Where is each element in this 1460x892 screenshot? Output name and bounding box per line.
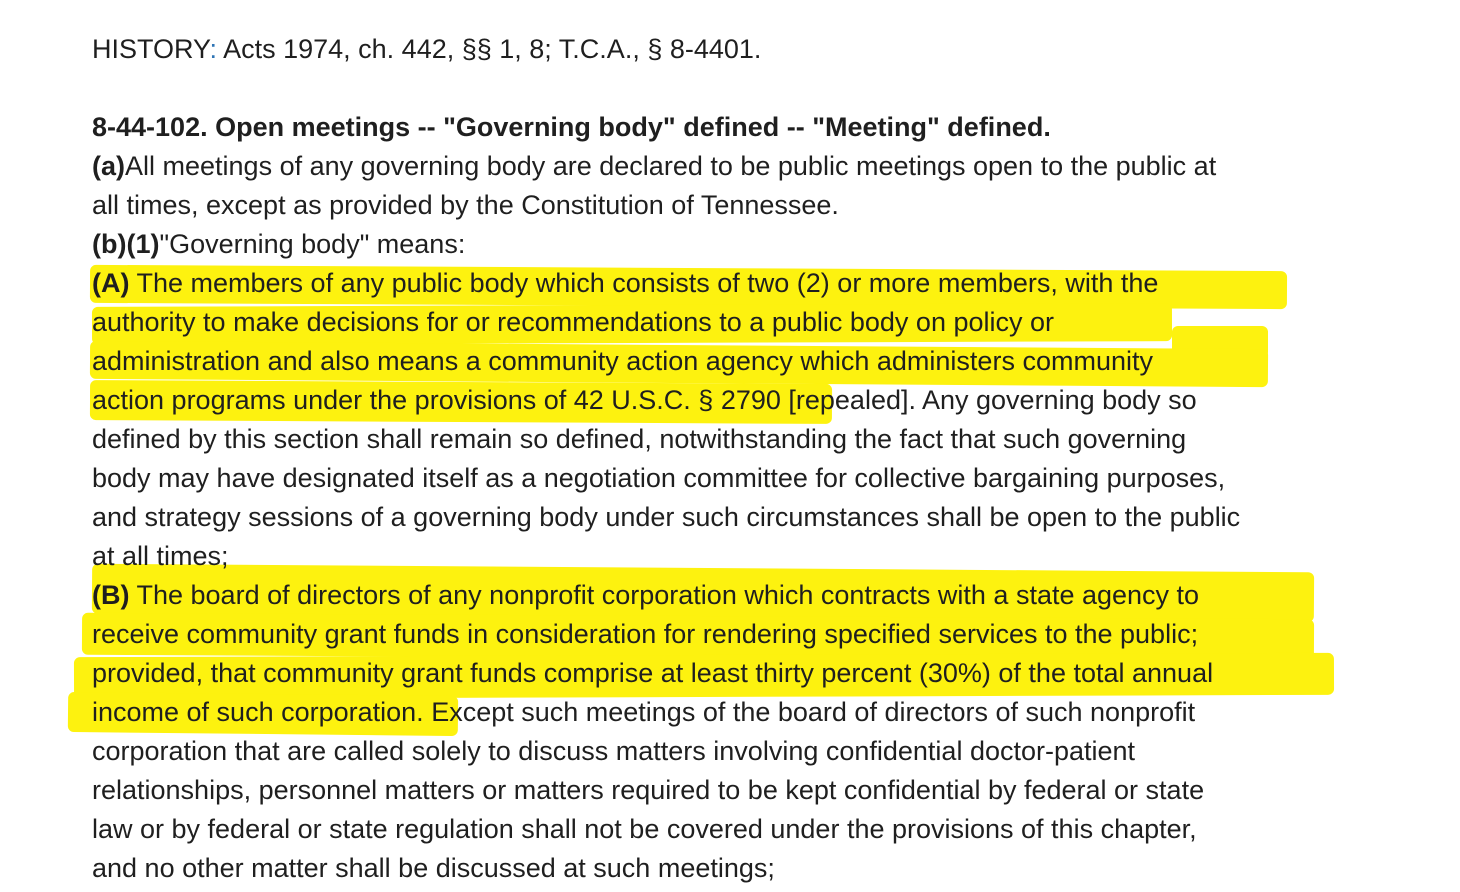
para-B-line4: [92, 693, 1195, 732]
para-A-marker: (A): [92, 268, 130, 298]
para-A-line2: authority to make decisions for or recommendations to a public body on policy or: [92, 307, 1054, 337]
para-b1-text: "Governing body" means:: [159, 229, 466, 259]
para-B-line3: provided, that community grant funds comprise at least thirty percent (30%) of the total annual: [92, 658, 1214, 688]
para-B-line1: [92, 576, 1199, 615]
para-A-line1: [92, 264, 1158, 303]
para-B-line2: receive community grant funds in consideration for rendering specified services to the public;: [92, 619, 1199, 649]
para-B-text: The board of directors of any nonprofit corporation which contracts with a state agency to: [129, 580, 1200, 610]
para-B-line7: law or by federal or state regulation shall not be covered under the provisions of this chapter,: [92, 814, 1197, 844]
para-a-line2: all times, except as provided by the Constitution of Tennessee.: [92, 190, 839, 220]
para-a-line1: [92, 147, 1216, 186]
para-B-line8: and no other matter shall be discussed at such meetings;: [92, 853, 775, 883]
para-a-text: All meetings of any governing body are declared to be public meetings open to the public at: [125, 151, 1217, 181]
para-B-marker: (B): [92, 580, 130, 610]
history-text: Acts 1974, ch. 442, §§ 1, 8; T.C.A., § 8-4401.: [217, 34, 762, 64]
history-colon: :: [209, 34, 218, 64]
para-A-line3: administration and also means a community action agency which administers community: [92, 346, 1153, 376]
para-A-line6: body may have designated itself as a negotiation committee for collective bargaining purposes,: [92, 463, 1226, 493]
para-B-line5: corporation that are called solely to discuss matters involving confidential doctor-patient: [92, 736, 1136, 766]
para-A-line5: defined by this section shall remain so defined, notwithstanding the fact that such governing: [92, 424, 1187, 454]
para-A-line4: [92, 381, 1197, 420]
para-A-line7: and strategy sessions of a governing body under such circumstances shall be open to the public: [92, 502, 1241, 532]
para-B-line6: relationships, personnel matters or matters required to be kept confidential by federal or state: [92, 775, 1205, 805]
para-A-text: The members of any public body which consists of two (2) or more members, with the: [129, 268, 1159, 298]
para-a-marker: (a): [92, 151, 125, 181]
para-b1-marker: (b)(1): [92, 229, 160, 259]
para-B-highlighted-text: income of such corporation.: [92, 697, 424, 727]
history-line: [92, 30, 761, 69]
section-heading: 8-44-102. Open meetings -- "Governing body" defined -- "Meeting" defined.: [92, 112, 1051, 142]
para-A-rest-text: [repealed]. Any governing body so: [780, 385, 1197, 415]
para-B-rest-text: Except such meetings of the board of directors of such nonprofit: [423, 697, 1196, 727]
para-A-highlighted-text: action programs under the provisions of 42 U.S.C. § 2790: [92, 385, 781, 415]
para-b1-line: [92, 225, 465, 264]
para-A-line8: at all times;: [92, 541, 229, 571]
history-label: HISTORY: [92, 34, 210, 64]
